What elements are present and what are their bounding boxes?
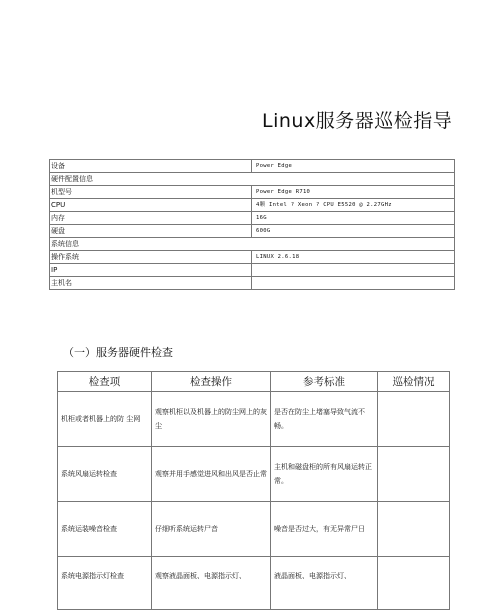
info-row-hostname: [50, 277, 455, 290]
info-value: LINUX 2.6.18: [252, 251, 455, 264]
check-standard: 噪音是否过大，有无异常尸日: [271, 502, 378, 557]
info-value: [252, 277, 455, 290]
info-value: [252, 264, 455, 277]
section-heading: （一）服务器硬件检查: [63, 346, 173, 359]
info-row-hardware-section: [50, 173, 455, 186]
check-result: [378, 392, 450, 447]
column-header: 检查项: [58, 372, 152, 392]
table-row: [58, 502, 450, 557]
info-label: IP: [50, 264, 252, 277]
info-row-ip: [50, 264, 455, 277]
info-label: 内存: [50, 212, 252, 225]
check-standard: 主机和磁盘柜的所有风扇运转正常。: [271, 447, 378, 502]
check-item: 机柜或者机器上的防 尘网: [58, 392, 152, 447]
info-row-cpu: [50, 199, 455, 212]
info-section-label: 硬件配置信息: [50, 173, 455, 186]
info-label: 操作系统: [50, 251, 252, 264]
info-value: Power Edge: [252, 160, 455, 173]
info-row-disk: [50, 225, 455, 238]
info-row-model: [50, 186, 455, 199]
column-header: 检查操作: [152, 372, 271, 392]
check-result: [378, 557, 450, 610]
info-label: 硬盘: [50, 225, 252, 238]
info-row-os: [50, 251, 455, 264]
check-result: [378, 447, 450, 502]
check-standard: 是否在防尘上堵塞导致气流不畅。: [271, 392, 378, 447]
document-title: Linux服务器巡检指导: [262, 110, 453, 132]
check-item: 系统电源指示灯检查: [58, 557, 152, 610]
info-row-system-section: [50, 238, 455, 251]
check-operation: 观察液晶面板、电源指示灯、: [152, 557, 271, 610]
check-operation: 仔细听系统运转尸音: [152, 502, 271, 557]
column-header: 参考标准: [271, 372, 378, 392]
info-value: 4颗 Intel ? Xeon ? CPU E5520 @ 2.27GHz: [252, 199, 455, 212]
info-label: 设备: [50, 160, 252, 173]
info-value: 16G: [252, 212, 455, 225]
check-operation: 观察机柜以及机器上的防尘网上的灰尘: [152, 392, 271, 447]
table-row: [58, 392, 450, 447]
info-table: [49, 159, 455, 290]
check-result: [378, 502, 450, 557]
check-item: 系统风扇运转检查: [58, 447, 152, 502]
table-row: [58, 557, 450, 610]
table-row: [58, 447, 450, 502]
check-item: 系统运装噪音检查: [58, 502, 152, 557]
table-header-row: [58, 372, 450, 392]
info-label: 机型号: [50, 186, 252, 199]
check-operation: 观察并用手感觉进风和出风是否止常: [152, 447, 271, 502]
info-label: 主机名: [50, 277, 252, 290]
info-label: CPU: [50, 199, 252, 212]
info-row-device: [50, 160, 455, 173]
hardware-check-table: [57, 371, 450, 610]
info-row-memory: [50, 212, 455, 225]
info-value: 600G: [252, 225, 455, 238]
check-standard: 液晶面板、电源指示灯、: [271, 557, 378, 610]
info-value: Power Edge R710: [252, 186, 455, 199]
column-header: 巡检情况: [378, 372, 450, 392]
info-section-label: 系统信息: [50, 238, 455, 251]
